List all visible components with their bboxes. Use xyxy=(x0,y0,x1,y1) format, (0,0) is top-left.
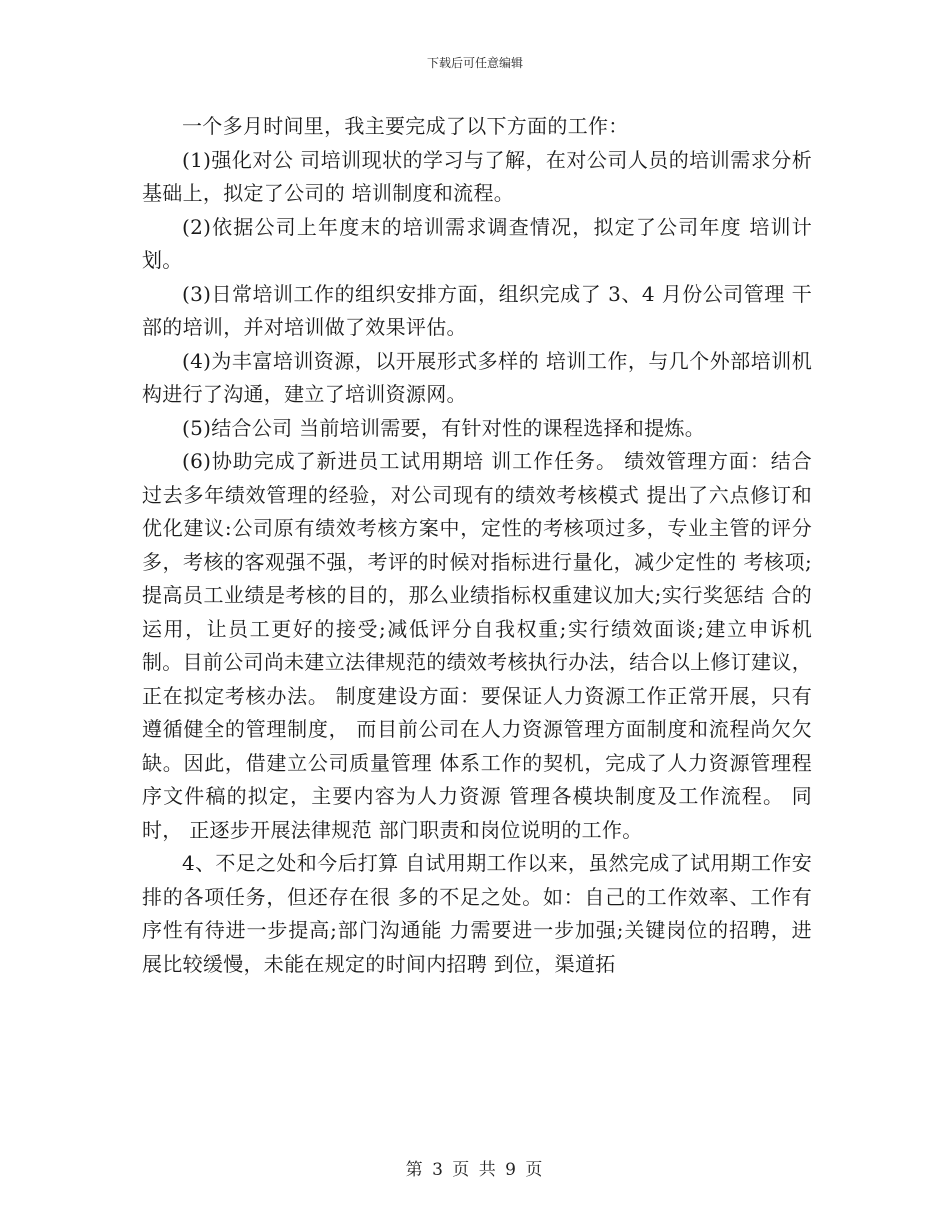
paragraph-item-3: (3)日常培训工作的组织安排方面，组织完成了 3、4 月份公司管理 干部的培训，并对培训做了效果评估。 xyxy=(142,281,812,339)
paragraph-item-1: (1)强化对公 司培训现状的学习与了解，在对公司人员的培训需求分析基础上，拟定了公司的 培训制度和流程。 xyxy=(142,147,812,205)
document-body xyxy=(142,110,812,981)
paragraph-item-5: (5)结合公司 当前培训需要，有针对性的课程选择和提炼。 xyxy=(182,415,706,440)
page-header-note: 下载后可任意编辑 xyxy=(426,56,523,70)
paragraph-item-2: (2)依据公司上年度末的培训需求调查情况，拟定了公司年度 培训计划。 xyxy=(142,214,812,272)
paragraph-item-4: (4)为丰富培训资源，以开展形式多样的 培训工作，与几个外部培训机构进行了沟通，建立了培训资源网。 xyxy=(142,348,812,406)
paragraph-shortcomings: 4、不足之处和今后打算 自试用期工作以来，虽然完成了试用期工作安排的各项任务，但还存在很 多的不足之处。如：自己的工作效率、工作有序性有待进一步提高;部门沟通能 力需要进一步加强;关键岗位的招聘，进展比较缓慢，未能在规定的时间内招聘 到位，渠道拓 xyxy=(142,851,812,976)
paragraph-item-6: (6)协助完成了新进员工试用期培 训工作任务。 绩效管理方面：结合过去多年绩效管理的经验，对公司现有的绩效考核模式 提出了六点修订和优化建议:公司原有绩效考核方案中，定性的考核项过多，专业主管的评分多，考核的客观强不强，考评的时候对指标进行量化，减少定性的 考核项;提高员工业绩是考核的目的，那么业绩指标权重建议加大;实行奖惩结 合的运用，让员工更好的接受;减低评分自我权重;实行绩效面谈;建立申诉机 制。目前公司尚未建立法律规范的绩效考核执行办法，结合以上修订建议，正在拟定考核办法。 制度建设方面：要保证人力资源工作正常开展，只有遵循健全的管理制度， 而目前公司在人力资源管理方面制度和流程尚欠欠缺。因此，借建立公司质量管理 体系工作的契机，完成了人力资源管理程序文件稿的拟定，主要内容为人力资源 管理各模块制度及工作流程。 同时， 正逐步开展法律规范 部门职责和岗位说明的工作。 xyxy=(142,449,812,842)
page-number: 第 3 页 共 9 页 xyxy=(405,1160,545,1180)
paragraph-intro: 一个多月时间里，我主要完成了以下方面的工作： xyxy=(182,114,629,138)
